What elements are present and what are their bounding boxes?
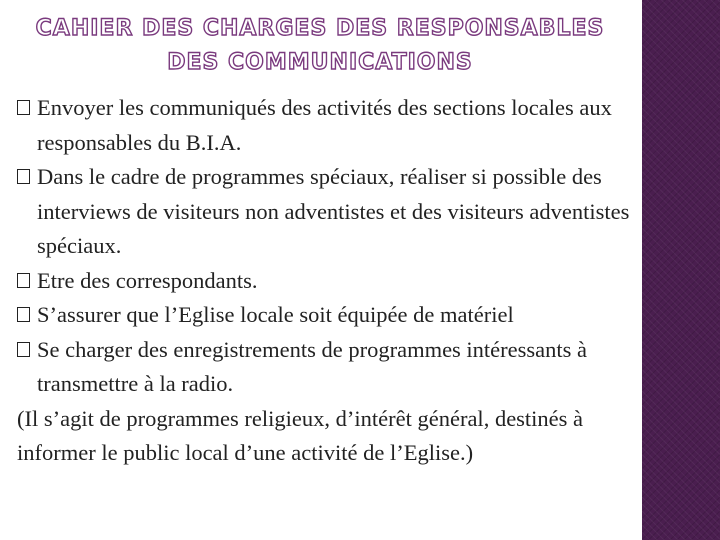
list-item-text: Dans le cadre de programmes spéciaux, réaliser si possible des interviews de visiteurs non adventistes et des visiteurs adventistes spéciaux. (37, 164, 630, 258)
bullet-box-icon (17, 273, 30, 288)
list-item-text: Envoyer les communiqués des activités des sections locales aux responsables du B.I.A. (37, 95, 612, 155)
list-item (17, 91, 639, 160)
decorative-side-bar (642, 0, 720, 540)
list-item-text: Se charger des enregistrements de programmes intéressants à transmettre à la radio. (37, 336, 588, 396)
title-line-1: CAHIER DES CHARGES DES RESPONSABLES (35, 16, 605, 41)
list-item (17, 298, 639, 333)
bullet-box-icon (17, 307, 30, 322)
list-item (17, 333, 639, 402)
bullet-box-icon (17, 342, 30, 357)
title-line-2: DES COMMUNICATIONS (167, 50, 473, 75)
list-item (17, 160, 639, 264)
list-item (17, 264, 639, 299)
note-paragraph: (Il s’agit de programmes religieux, d’intérêt général, destinés à informer le public local d’une activité de l’Eglise.) (17, 405, 584, 465)
content-body (17, 91, 639, 471)
bullet-box-icon (17, 169, 30, 184)
bullet-box-icon (17, 100, 30, 115)
list-item-text: Etre des correspondants. (37, 267, 258, 293)
page-title (20, 12, 620, 80)
list-item-text: S’assurer que l’Eglise locale soit équipée de matériel (37, 302, 514, 327)
